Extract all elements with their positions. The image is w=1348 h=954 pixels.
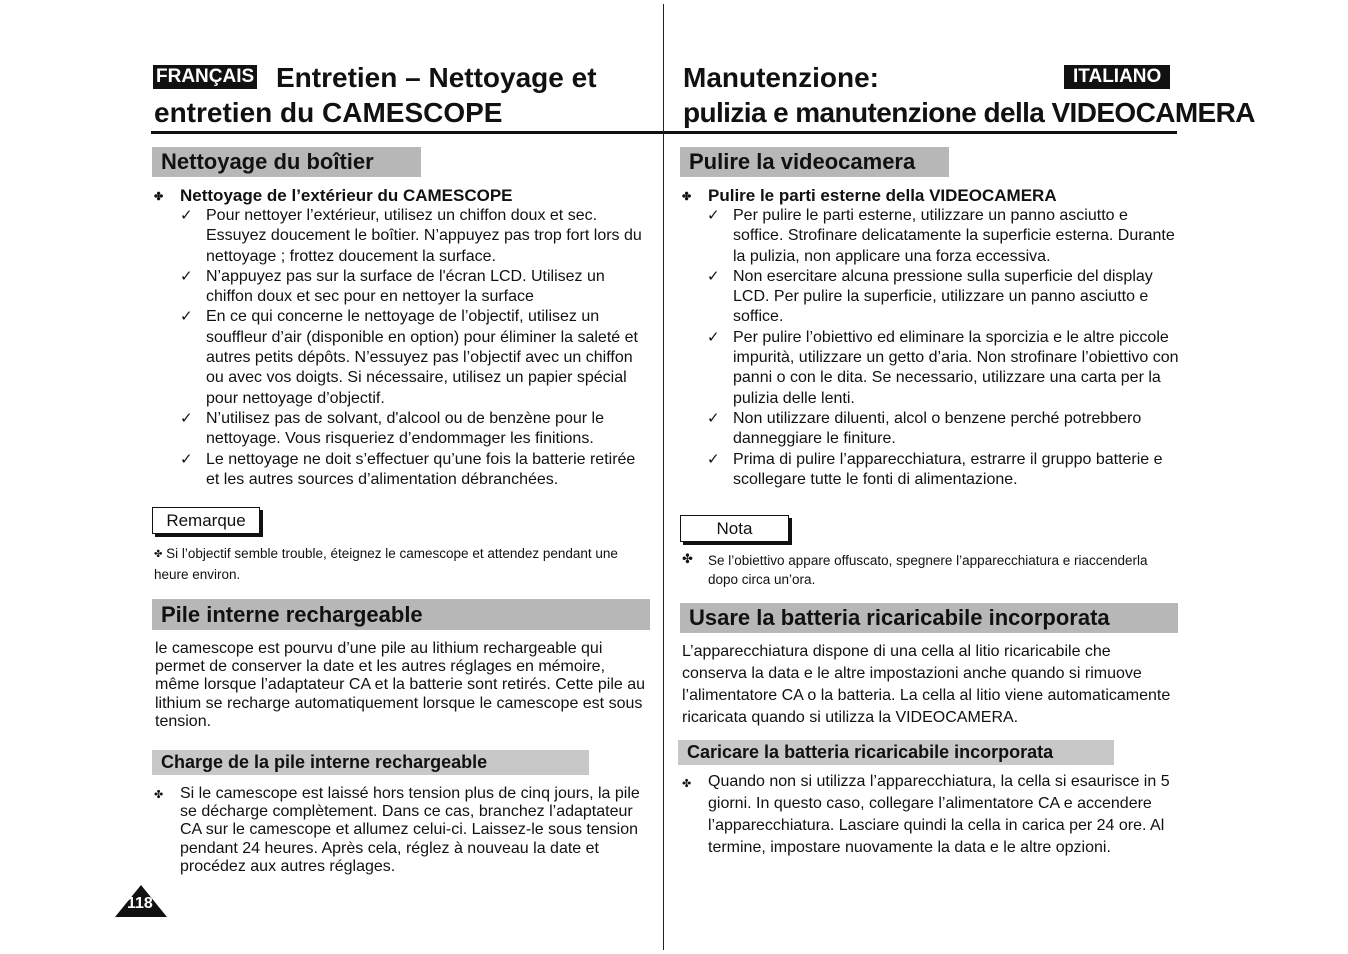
charge-text-it: Quando non si utilizza l’apparecchiatura, la cella si esaurisce in 5 giorni. In questo caso, collegare l’alimentatore CA e accendere l’apparecchiatura. Lasciare quindi la cella in carica per 24 ore. Al termine, impostare nuovamente la data e le altre opzioni. [708,773,1170,856]
cross-bullet-icon: ✤ [682,551,693,566]
charge-item-it [682,771,1178,859]
cross-bullet-icon: ✤ [682,191,692,203]
checkmark-icon: ✓ [707,409,720,427]
paragraph-it-battery: L’apparecchiatura dispone di una cella al litio ricaricabile che conserva la data e le altre impostazioni anche quando si rimuove l’alimentatore CA o la batteria. La cella al litio viene automaticamente ricaricata quando si utilizza la VIDEOCAMERA. [682,643,1171,726]
checklist-fr [180,206,650,490]
section-heading-it-cleaning: Pulire la videocamera [680,147,949,177]
page-number-badge [114,884,168,918]
checkmark-icon: ✓ [707,450,720,468]
page-title-it-line2: pulizia e manutenzione della VIDEOCAMERA [683,97,1255,128]
note-text-fr: ✤ Si l’objectif semble trouble, éteignez le camescope et attendez pendant une heure environ. [154,546,618,582]
page-title-fr-line1: Entretien – Nettoyage et [276,62,597,93]
section-heading-fr-battery: Pile interne rechargeable [152,599,650,630]
page-number: 118 [127,895,153,912]
note-label-fr: Remarque [152,507,260,534]
note-text-it: ✤ Se l’obiettivo appare offuscato, spegnere l’apparecchiatura e riaccenderla dopo circa un’ora. [682,551,1148,587]
checkmark-icon: ✓ [707,328,720,346]
section-heading-fr-cleaning: Nettoyage du boîtier [152,147,421,177]
title-underline-fr [151,131,663,134]
cross-bullet-icon: ✤ [154,191,164,203]
column-divider [663,4,664,950]
list-item: ✓ N’appuyez pas sur la surface de l'écran LCD. Utilisez un chiffon doux et sec pour en nettoyer la surface [180,267,605,306]
bullet-heading-it [682,185,1057,208]
checkmark-icon: ✓ [180,450,193,468]
list-item: ✓ Le nettoyage ne doit s’effectuer qu’une fois la batterie retirée et les autres sources d’alimentation débranchées. [180,450,636,488]
language-badge-fr: FRANÇAIS [153,65,257,89]
bullet-heading-it-text: Pulire le parti esterne della VIDEOCAMERA [708,186,1057,205]
note-label-it: Nota [680,515,789,542]
checkmark-icon: ✓ [180,267,193,285]
title-underline-it [664,131,1177,134]
list-item: ✓ Non esercitare alcuna pressione sulla superficie del display LCD. Per pulire la superficie, utilizzare un panno asciutto e soffice. [707,267,1153,326]
subsection-heading-it: Caricare la batteria ricaricabile incorporata [678,740,1114,765]
list-item: ✓ Prima di pulire l’apparecchiatura, estrarre il gruppo batterie e scollegare tutte le fonti di alimentazione. [707,450,1163,488]
section-heading-it-battery: Usare la batteria ricaricabile incorporata [680,603,1178,633]
checkmark-icon: ✓ [180,409,193,427]
checkmark-icon: ✓ [707,267,720,285]
page-title-fr-line2: entretien du CAMESCOPE [154,97,503,128]
language-badge-it: ITALIANO [1064,65,1170,89]
cross-bullet-icon: ✤ [154,789,164,801]
charge-item-fr [154,785,650,876]
cross-bullet-icon: ✤ [682,778,692,790]
bullet-heading-fr [154,185,513,208]
subsection-heading-fr: Charge de la pile interne rechargeable [152,750,589,775]
list-item: ✓ En ce qui concerne le nettoyage de l’objectif, utilisez un souffleur d’air (disponible en option) pour éliminer la saleté et autres petits dépôts. N’essuyez pas l’objectif avec un chiffon ou avec vos doigts. Si nécessaire, utilisez un papier spécial pour nettoyage d’objectif. [180,308,638,407]
paragraph-fr-battery: le camescope est pourvu d’une pile au lithium rechargeable qui permet de conserver la date et les autres réglages en mémoire, même lorsque l’adaptateur CA et la batterie sont retirés. Cette pile au lithium se recharge automatiquement lorsque le camescope est sous tension. [155,640,646,730]
list-item: ✓ Non utilizzare diluenti, alcol o benzene perché potrebbero danneggiare le finiture. [707,409,1142,448]
checkmark-icon: ✓ [707,207,720,224]
checklist-it [707,206,1179,490]
list-item: ✓ Per pulire l’obiettivo ed eliminare la sporcizia e le altre piccole impurità, utilizzare un getto d’aria. Non strofinare l’obiettivo con panni o con le dita. Se necessario, utilizzare una carta per la pulizia delle lenti. [707,328,1179,407]
cross-bullet-icon: ✤ [154,549,163,560]
list-item: ✓ N’utilisez pas de solvant, d'alcool ou de benzène pour le nettoyage. Vous risqueriez d’endommager les finitions. [180,409,604,448]
checkmark-icon: ✓ [180,207,193,224]
page-title-it-line1: Manutenzione: [683,62,879,93]
checkmark-icon: ✓ [180,308,193,326]
charge-text-fr: Si le camescope est laissé hors tension plus de cinq jours, la pile se décharge complètement. Dans ce cas, branchez l’adaptateur CA sur le camescope et allumez celui-ci. Laissez-le sous tension pendant 24 heures. Après cela, réglez à nouveau la date et procédez aux autres réglages. [180,785,640,875]
list-item: ✓ Per pulire le parti esterne, utilizzare un panno asciutto e soffice. Strofinare delicatamente la superficie esterna. Durante la pulizia, non applicare una forza eccessiva. [707,207,1175,265]
list-item: ✓ Pour nettoyer l’extérieur, utilisez un chiffon doux et sec. Essuyez doucement le boîtier. N’appuyez pas trop fort lors du nettoyage ; frottez doucement la surface. [180,207,642,265]
bullet-heading-fr-text: Nettoyage de l’extérieur du CAMESCOPE [180,186,513,205]
